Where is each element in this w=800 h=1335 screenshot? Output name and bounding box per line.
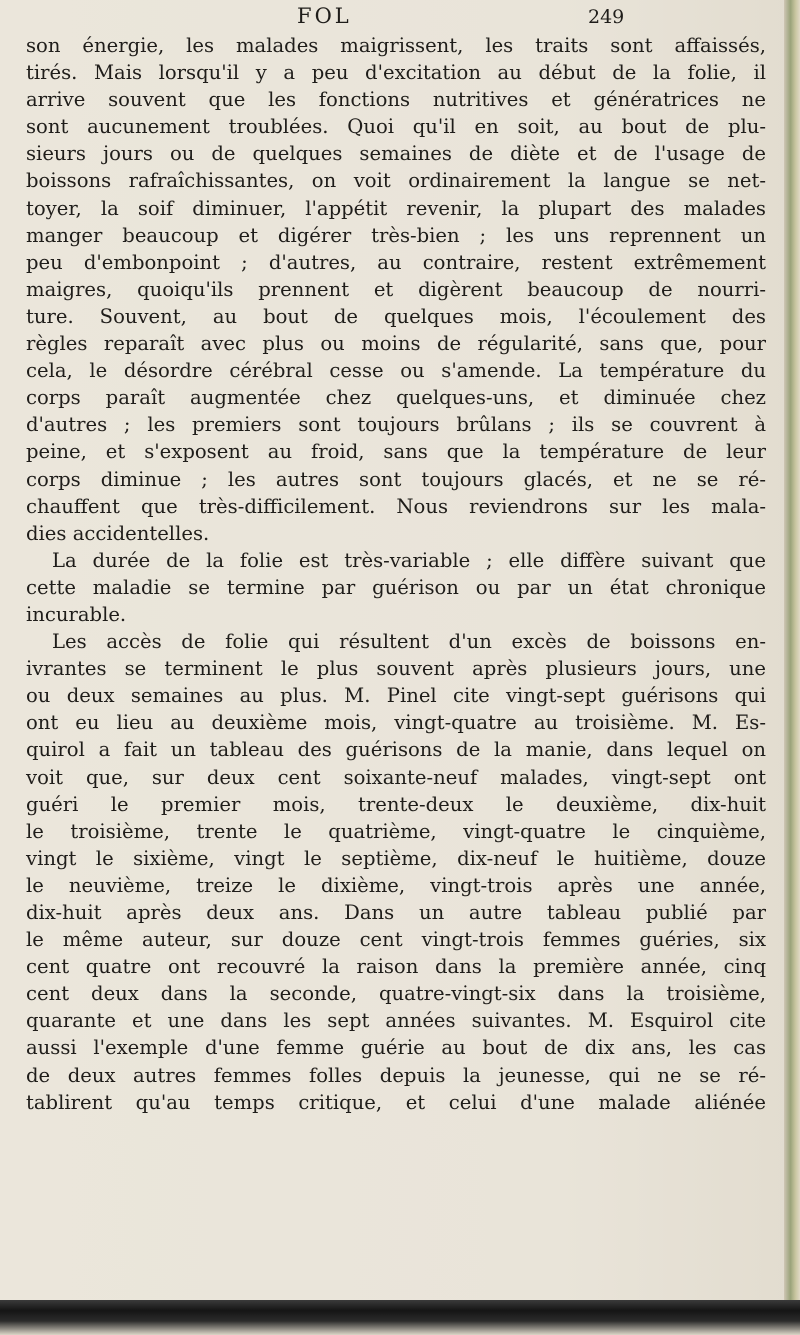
text-line: cent deux dans la seconde, quatre-vingt-six dans la troisième, bbox=[26, 982, 766, 1006]
text-line: arrive souvent que les fonctions nutritives et génératrices ne bbox=[26, 88, 766, 112]
text-line: ivrantes se terminent le plus souvent après plusieurs jours, une bbox=[26, 657, 766, 681]
paragraph-1 bbox=[26, 32, 766, 547]
text-line: incurable. bbox=[26, 602, 127, 626]
text-line: de deux autres femmes folles depuis la jeunesse, qui ne se ré- bbox=[26, 1063, 766, 1087]
text-line: toyer, la soif diminuer, l'appétit revenir, la plupart des malades bbox=[26, 196, 766, 220]
text-line: boissons rafraîchissantes, on voit ordinairement la langue se net- bbox=[26, 169, 766, 193]
text-line: manger beaucoup et digérer très-bien ; les uns reprennent un bbox=[26, 223, 766, 247]
paragraph-3 bbox=[26, 628, 766, 1116]
text-line: cette maladie se termine par guérison ou par un état chronique bbox=[26, 575, 766, 599]
page-edge-bottom bbox=[0, 1300, 800, 1335]
text-line: son énergie, les malades maigrissent, les traits sont affaissés, bbox=[26, 34, 766, 57]
text-line: le neuvième, treize le dixième, vingt-trois après une année, bbox=[26, 873, 766, 897]
text-line: règles reparaît avec plus ou moins de régularité, sans que, pour bbox=[26, 332, 766, 356]
text-line: sieurs jours ou de quelques semaines de diète et de l'usage de bbox=[26, 142, 766, 166]
text-line: d'autres ; les premiers sont toujours brûlans ; ils se couvrent à bbox=[26, 413, 766, 437]
text-line: La durée de la folie est très-variable ; elle diffère suivant que bbox=[52, 548, 766, 572]
text-line: voit que, sur deux cent soixante-neuf malades, vingt-sept ont bbox=[26, 765, 766, 789]
text-line: chauffent que très-difficilement. Nous reviendrons sur les mala- bbox=[26, 494, 766, 518]
text-line: dix-huit après deux ans. Dans un autre tableau publié par bbox=[26, 901, 766, 924]
text-line: ture. Souvent, au bout de quelques mois, l'écoulement des bbox=[26, 304, 766, 328]
text-line: cela, le désordre cérébral cesse ou s'amende. La température du bbox=[26, 359, 766, 383]
text-line: peine, et s'exposent au froid, sans que la température de leur bbox=[26, 440, 766, 464]
text-line: ont eu lieu au deuxième mois, vingt-quatre au troisième. M. Es- bbox=[26, 711, 766, 735]
running-title: FOL bbox=[297, 4, 352, 28]
page-number: 249 bbox=[588, 6, 625, 28]
text-line: le troisième, trente le quatrième, vingt-quatre le cinquième, bbox=[26, 819, 766, 843]
text-line: vingt le sixième, vingt le septième, dix-neuf le huitième, douze bbox=[26, 846, 766, 870]
text-line: le même auteur, sur douze cent vingt-trois femmes guéries, six bbox=[26, 928, 766, 952]
text-line: corps paraît augmentée chez quelques-uns, et diminuée chez bbox=[26, 386, 766, 410]
text-line: corps diminue ; les autres sont toujours glacés, et ne se ré- bbox=[26, 467, 766, 491]
text-line: quirol a fait un tableau des guérisons de la manie, dans lequel on bbox=[26, 738, 766, 762]
text-line: tirés. Mais lorsqu'il y a peu d'excitation au début de la folie, il bbox=[26, 61, 766, 85]
text-line: aussi l'exemple d'une femme guérie au bout de dix ans, les cas bbox=[26, 1036, 766, 1060]
text-line: dies accidentelles. bbox=[26, 521, 210, 545]
text-line: tablirent qu'au temps critique, et celui d'une malade aliénée bbox=[26, 1090, 766, 1114]
text-line: peu d'embonpoint ; d'autres, au contraire, restent extrêmement bbox=[26, 250, 766, 274]
text-line: guéri le premier mois, trente-deux le deuxième, dix-huit bbox=[26, 792, 766, 816]
text-line: Les accès de folie qui résultent d'un excès de boissons en- bbox=[52, 630, 766, 654]
body-text bbox=[26, 32, 766, 1116]
paragraph-2 bbox=[26, 547, 766, 628]
text-line: maigres, quoiqu'ils prennent et digèrent beaucoup de nourri- bbox=[26, 277, 766, 301]
text-line: ou deux semaines au plus. M. Pinel cite vingt-sept guérisons qui bbox=[26, 684, 766, 708]
text-line: cent quatre ont recouvré la raison dans la première année, cinq bbox=[26, 955, 766, 979]
text-line: quarante et une dans les sept années suivantes. M. Esquirol cite bbox=[26, 1009, 766, 1033]
page-edge-right bbox=[784, 0, 800, 1335]
text-line: sont aucunement troublées. Quoi qu'il en soit, au bout de plu- bbox=[26, 115, 766, 139]
